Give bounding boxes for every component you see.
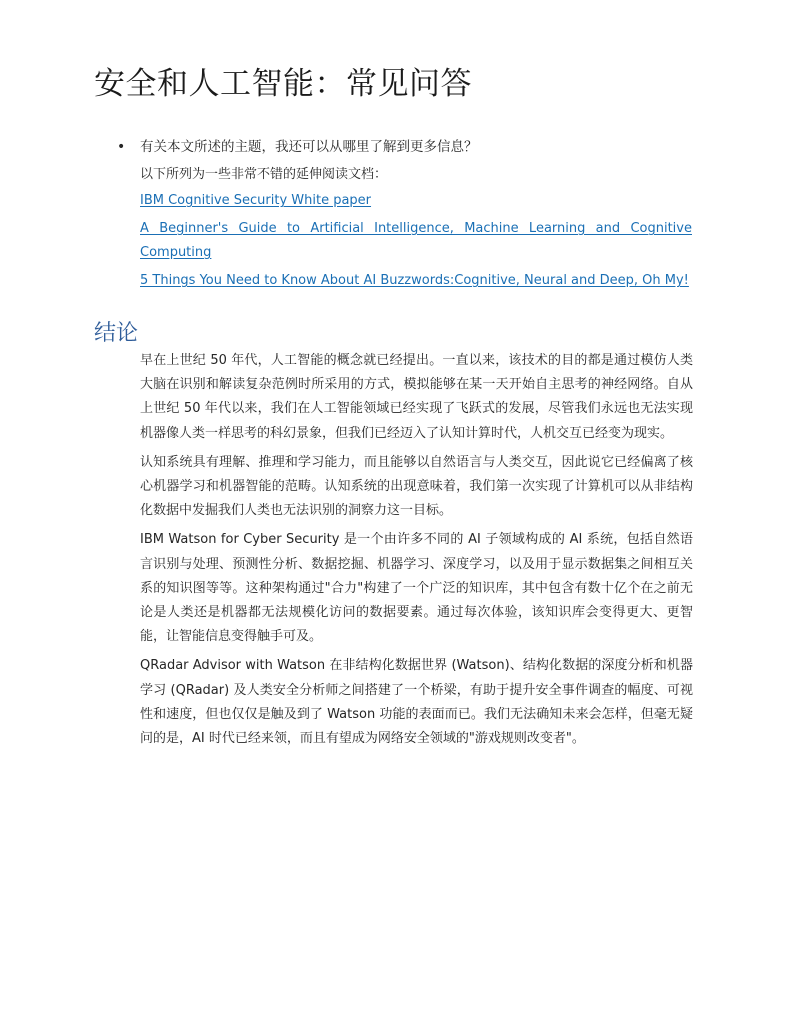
paragraph: 认知系统具有理解、推理和学习能力，而且能够以自然语言与人类交互，因此说它已经偏离了核心机器学习和机器智能的范畴。认知系统的出现意味着，我们第一次实现了计算机可以从非结构化数据中发掘我们人类也无法识别的洞察力这一目标。 [140,454,693,519]
conclusion-body [140,349,693,756]
paragraph: IBM Watson for Cyber Security 是一个由许多不同的 AI 子领域构成的 AI 系统，包括自然语言识别与处理、预测性分析、数据挖掘、机器学习、深度学习，以及用于显示数据集之间相互关系的知识图等等。这种架构通过"合力"构建了一个广泛的知识库，其中包含有数十亿个在之前无论是人类还是机器都无法规模化访问的数据要素。通过每次体验，该知识库会变得更大、更智能，让智能信息变得触手可及。 [140,532,693,645]
list-item [140,189,692,213]
section-heading-conclusion: 结论 [94,321,139,346]
bullet-icon: • [117,139,126,155]
link-beginners-guide-ai[interactable]: A Beginner's Guide to Artificial Intelligence, Machine Learning and Cognitive Computing [140,221,692,260]
faq-question: 有关本文所述的主题，我还可以从哪里了解到更多信息？ [140,139,478,155]
link-ai-buzzwords[interactable]: 5 Things You Need to Know About AI Buzzwords:Cognitive, Neural and Deep, Oh My! [140,273,689,288]
paragraph: 早在上世纪 50 年代，人工智能的概念就已经提出。一直以来，该技术的目的都是通过模仿人类大脑在识别和解读复杂范例时所采用的方式，模拟能够在某一天开始自主思考的神经网络。自从上世纪 50 年代以来，我们在人工智能领域已经实现了飞跃式的发展，尽管我们永远也无法实现机器像人类一样思考的科幻景象，但我们已经迈入了认知计算时代，人机交互已经变为现实。 [140,353,693,441]
page-title: 安全和人工智能：常见问答 [94,66,472,102]
list-item [140,217,692,265]
list-item [140,269,692,293]
faq-answer-body [140,137,692,297]
further-reading-links [140,189,692,293]
faq-intro-text: 以下所列为一些非常不错的延伸阅读文档： [140,167,388,182]
link-ibm-cognitive-security-white-paper[interactable]: IBM Cognitive Security White paper [140,193,372,208]
paragraph: QRadar Advisor with Watson 在非结构化数据世界 (Watson)、结构化数据的深度分析和机器学习 (QRadar) 及人类安全分析师之间搭建了一个桥梁，有助于提升安全事件调查的幅度、可视性和速度，但也仅仅是触及到了 Watson 功能的表面而已。我们无法确知未来会怎样，但毫无疑问的是，AI 时代已经来领，而且有望成为网络安全领域的"游戏规则改变者"。 [140,658,693,747]
